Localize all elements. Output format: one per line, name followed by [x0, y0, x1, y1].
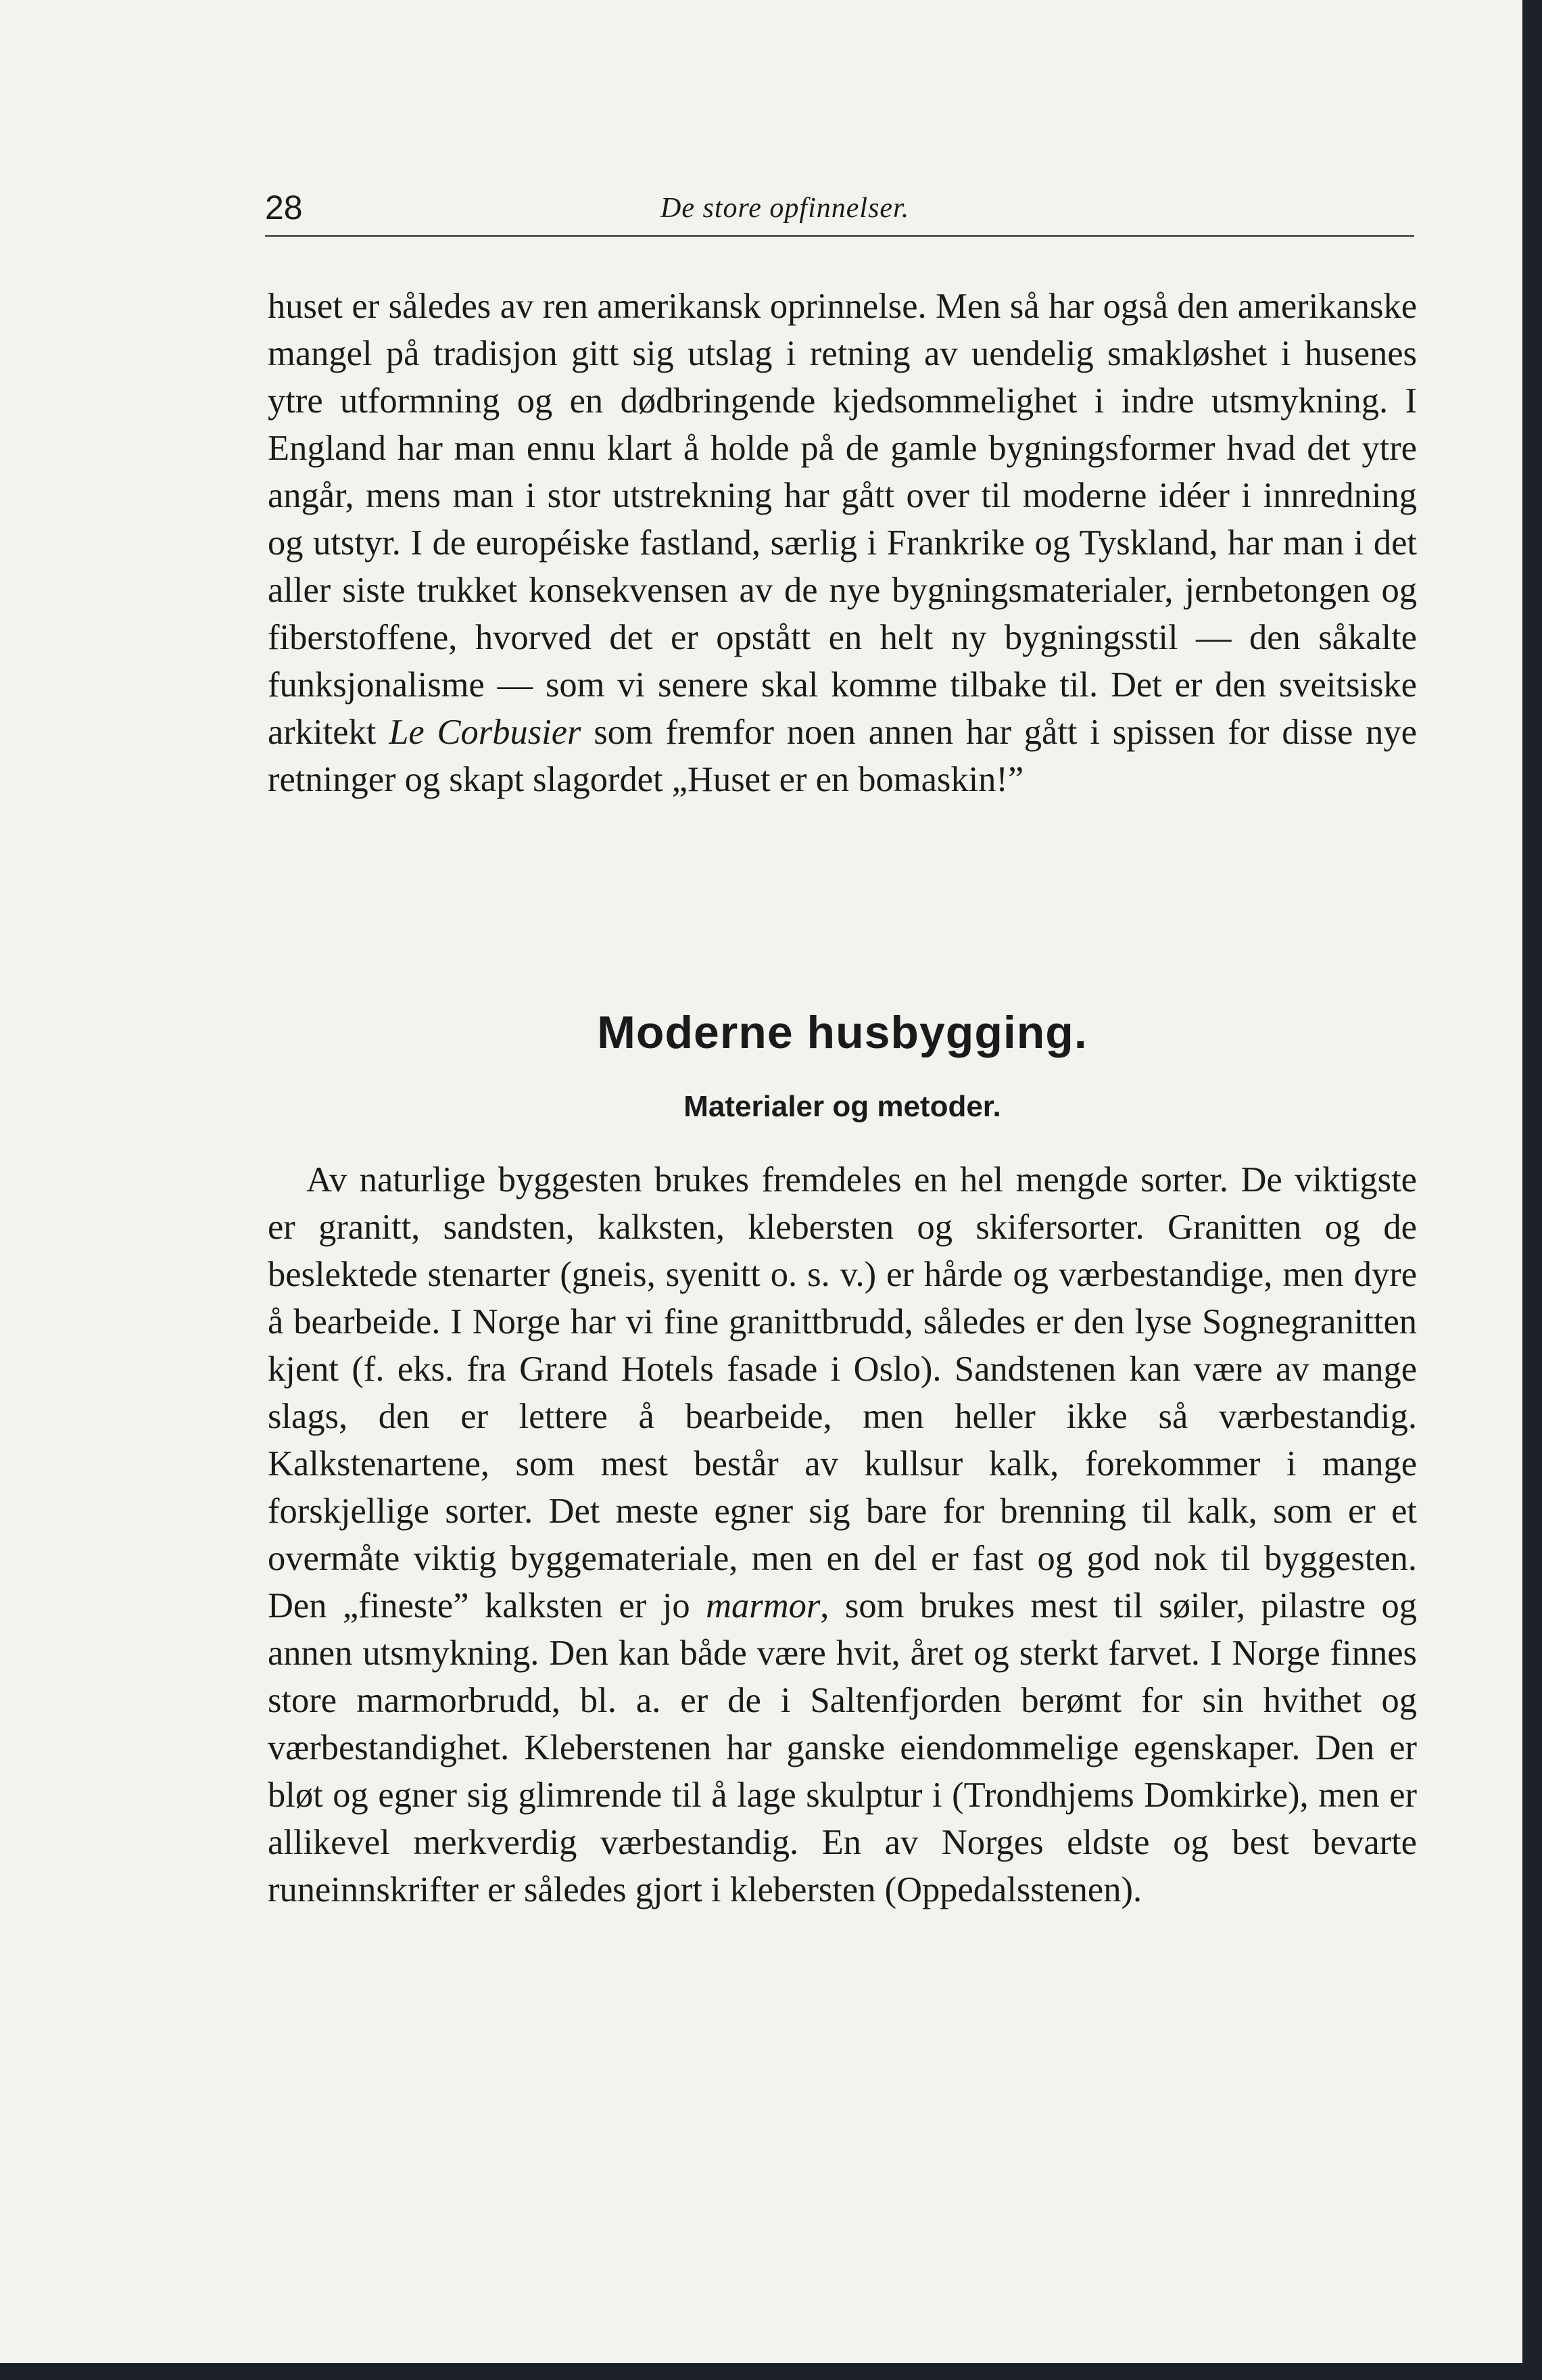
paragraph-2 [268, 1156, 1417, 1913]
paragraph-1 [268, 283, 1417, 803]
page-header [265, 188, 1414, 235]
section-subtitle: Materialer og metoder. [683, 1090, 1001, 1123]
paragraph-1-emphasis: Le Corbusier [389, 713, 581, 752]
paragraph-2-text-end: , som brukes mest til søiler, pilastre og annen utsmykning. Den kan både være hvit, året og sterkt farvet. I Norge finnes store marmorbrudd, bl. a. er de i Saltenfjorden berømt for sin hvithet og værbestandighet. Kleberstenen har ganske eiendommelige egenskaper. Den er bløt og egner sig glimrende til å lage skulptur i (Trondhjems Domkirke), men er allikevel merkverdig værbestandig. En av Norges eldste og best bevarte runeinnskrifter er således gjort i klebersten (Oppedalsstenen). [268, 1586, 1417, 1909]
section-title: Moderne husbygging. [597, 1007, 1088, 1058]
paragraph-2-emphasis: marmor [706, 1586, 821, 1625]
page-number: 28 [265, 189, 303, 227]
scan-edge [1522, 0, 1542, 2380]
paragraph-2-text: Av naturlige byggesten brukes fremdeles en hel mengde sorter. De viktigste er granitt, sandsten, kalksten, klebersten og skifersorter. Granitten og de beslektede stenarter (gneis, syenitt o. s. v.) er hårde og værbestandige, men dyre å bearbeide. I Norge har vi fine granittbrudd, således er den lyse Sognegranitten kjent (f. eks. fra Grand Hotels fasade i Oslo). Sandstenen kan være av mange slags, den er lettere å bearbeide, men heller ikke så værbestandig. Kalkstenartene, som mest består av kullsur kalk, forekommer i mange forskjellige sorter. Det meste egner sig bare for brenning til kalk, som er et overmåte viktig byggemateriale, men en del er fast og god nok til byggesten. Den „fineste” kalksten er jo [268, 1160, 1417, 1625]
paragraph-1-text-end: som fremfor noen annen har gått i spissen for disse nye retninger og skapt slagordet „Huset er en bomaskin!” [268, 713, 1417, 799]
header-rule [265, 235, 1414, 237]
paragraph-1-text: huset er således av ren amerikansk oprinnelse. Men så har også den amerikanske mangel på tradisjon gitt sig utslag i retning av uendelig smakløshet i husenes ytre utformning og en dødbringende kjedsommelighet i indre utsmykning. I England har man ennu klart å holde på de gamle bygningsformer hvad det ytre angår, mens man i stor utstrekning har gått over til moderne idéer i innredning og utstyr. I de européiske fastland, særlig i Frankrike og Tyskland, har man i det aller siste trukket konsekvensen av de nye bygningsmaterialer, jernbetongen og fiberstoffene, hvorved det er opstått en helt ny bygningsstil — den såkalte funksjonalisme — som vi senere skal komme tilbake til. Det er den sveitsiske arkitekt [268, 287, 1417, 752]
running-title: De store opfinnelser. [660, 193, 910, 224]
